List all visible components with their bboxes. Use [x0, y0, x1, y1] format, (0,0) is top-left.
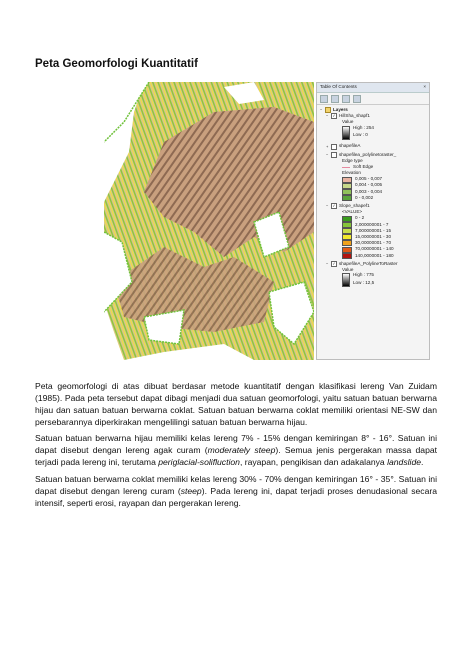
slope-class-5: 30,00000001 - 70: [320, 240, 426, 246]
collapse-icon[interactable]: −: [326, 151, 329, 157]
grayscale-ramp: [342, 126, 350, 140]
toc-layer-tree: − Layers − ✓ HillSha_shapf1 Value High : 254 Low : 0 + shapefileA − shapefilea_polylinetoraster_ Edge type Soft Edge Elevation 0,005 - 0,007 0,004 - 0,005 0,003 - 0,004 0 - 0,002 − ✓ Slope_shapef1 <VALUE> 0 - 2 2,000000001 - 7 7,000000001 - 15 15,00000001 - 30 30,00000001 - 70 70,00000001 - 140 140,0000001 - 180 − ✓ shapefileA_PolylineToRaster Value High : 775 Low : 12,5: [317, 105, 429, 289]
grayscale-ramp: [342, 273, 350, 287]
layers-icon: [325, 107, 331, 113]
geomorphology-map: [104, 82, 314, 360]
map-figure: [104, 82, 430, 360]
layer-polyline-raster[interactable]: − shapefilea_polylinetoraster_: [326, 151, 397, 157]
page-title: Peta Geomorfologi Kuantitatif: [35, 58, 198, 70]
slope-class-2: 2,000000001 - 7: [320, 222, 426, 228]
soft-edge-line-swatch: [342, 167, 350, 168]
layer-checkbox-unchecked[interactable]: [331, 144, 337, 150]
paragraph-2: Satuan batuan berwarna hijau memiliki kelas lereng 7% - 15% dengan kemiringan 8° - 16°. Satuan ini dapat disebut dengan lereng agak curam (moderately steep). Semua jenis pergerakan massa dapat terjadi pada lereng ini, terutama periglacial-solifluction, rayapan, pengikisan dan adakalanya landslide.: [35, 433, 438, 467]
close-icon[interactable]: ×: [423, 84, 426, 90]
collapse-icon[interactable]: −: [320, 107, 323, 113]
layer-checkbox-unchecked[interactable]: [331, 152, 337, 158]
elevation-class-3: 0,003 - 0,004: [320, 189, 426, 195]
layer-checkbox-checked[interactable]: ✓: [332, 113, 336, 119]
layer-checkbox-checked[interactable]: ✓: [332, 261, 336, 267]
slope-class-6: 70,00000001 - 140: [320, 247, 426, 253]
toc-title-bar: [317, 83, 429, 93]
elevation-class-1: 0,005 - 0,007: [320, 177, 426, 183]
paragraph-3: Satuan batuan berwarna coklat memiliki kelas lereng 30% - 70% dengan kemiringan 16° - 35°. Satuan ini dapat disebut dengan lereng curam (steep). Pada lereng ini, dapat terjadi proses denudasional secara intensif, seperti erosi, rayapan dan pergerakan lereng.: [35, 474, 437, 508]
expand-icon[interactable]: +: [326, 143, 329, 149]
slope-class-4: 15,00000001 - 30: [320, 234, 426, 240]
slope-class-1: 0 - 2: [320, 216, 426, 222]
paragraph-1: Peta geomorfologi di atas dibuat berdasar metode kuantitatif dengan klasifikasi lereng Van Zuidam (1985). Pada peta tersebut dapat dibagi menjadi dua satuan geomorfologi, yaitu satuan batuan berwarna hijau dan satuan batuan berwarna coklat. Satuan batuan berwarna coklat memiliki orientasi NE-SW dan persebarannya diperkirakan mengelilingi satuan batuan berwarna hijau.: [35, 381, 437, 427]
hillsha-gradient-legend: High : 254 Low : 0: [320, 126, 426, 140]
elevation-class-4: 0 - 0,002: [320, 195, 426, 201]
slope-class-7: 140,0000001 - 180: [320, 253, 426, 259]
list-by-source-icon[interactable]: [331, 95, 339, 103]
collapse-icon[interactable]: −: [326, 203, 329, 209]
layer-raster-b[interactable]: − ✓ shapefileA_PolylineToRaster: [326, 260, 398, 267]
layer-checkbox-checked[interactable]: ✓: [332, 203, 336, 209]
layers-group[interactable]: − Layers: [320, 106, 348, 113]
list-by-selection-icon[interactable]: [353, 95, 361, 103]
raster-b-gradient-legend: High : 775 Low : 12,5: [320, 273, 426, 287]
list-by-visibility-icon[interactable]: [342, 95, 350, 103]
layer-hillsha[interactable]: − ✓ HillSha_shapf1: [326, 112, 370, 119]
list-by-drawing-order-icon[interactable]: [320, 95, 328, 103]
collapse-icon[interactable]: −: [326, 261, 329, 267]
collapse-icon[interactable]: −: [326, 113, 329, 119]
toc-title: Table Of Contents: [320, 84, 357, 90]
toc-toolbar: [317, 93, 429, 105]
table-of-contents-panel: [316, 82, 430, 360]
elevation-class-2: 0,004 - 0,005: [320, 183, 426, 189]
layer-slope[interactable]: − ✓ Slope_shapef1: [326, 203, 370, 209]
layer-shapefile-a[interactable]: + shapefileA: [326, 143, 361, 149]
slope-class-3: 7,000000001 - 15: [320, 228, 426, 234]
map-image: [104, 82, 314, 360]
